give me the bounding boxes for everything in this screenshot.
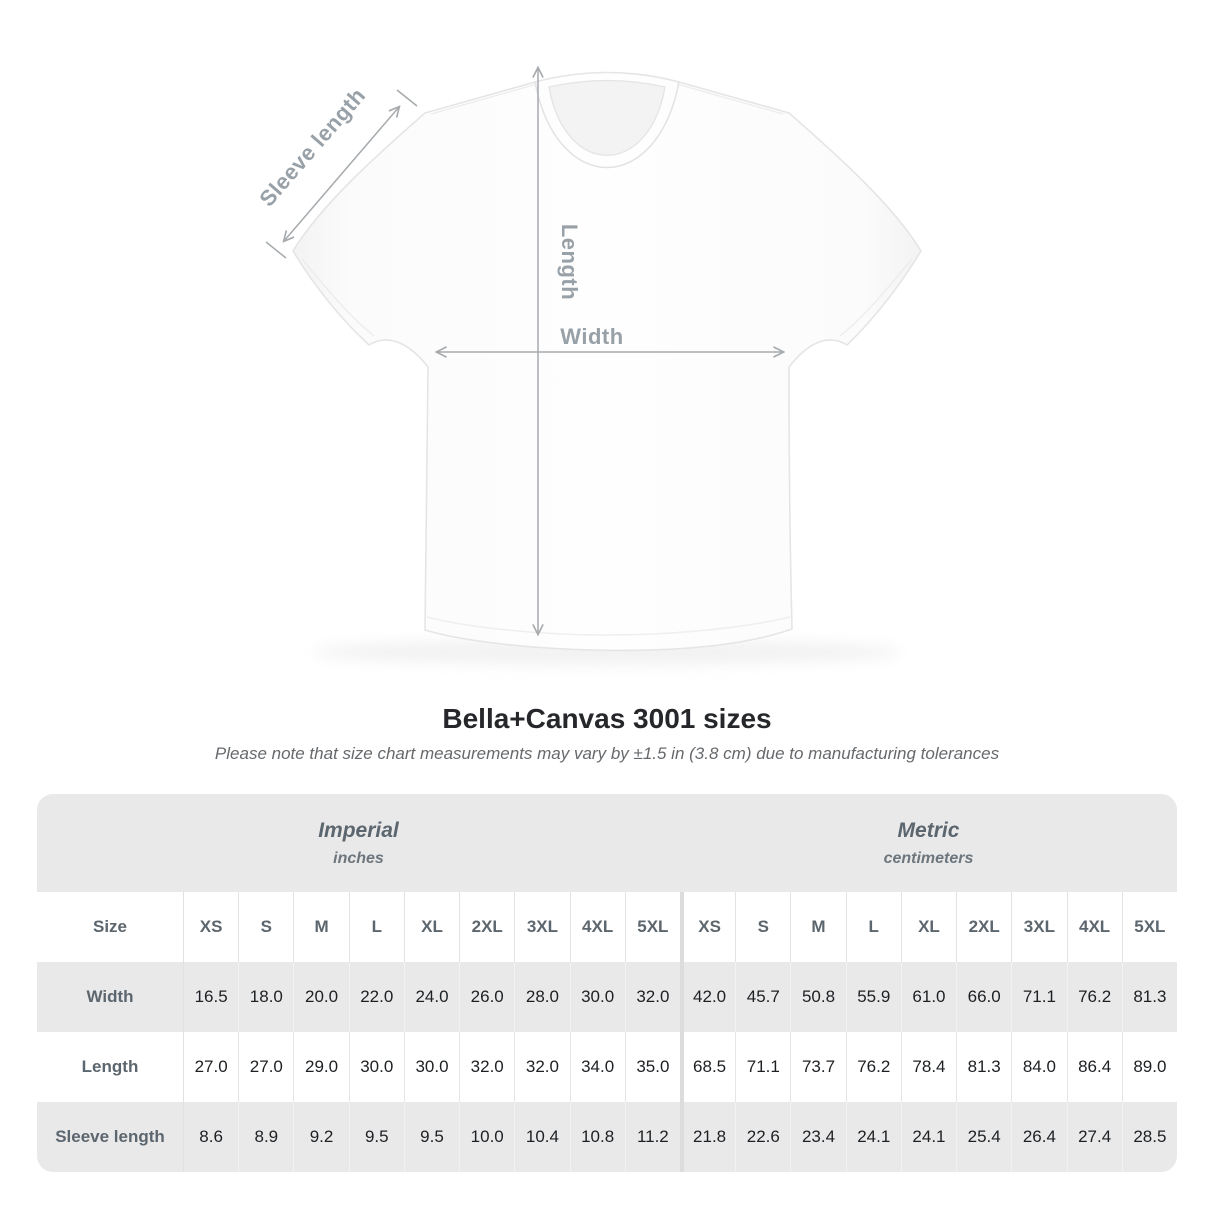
size-header-imperial-2xl: 2XL bbox=[459, 892, 514, 962]
value-cell: 16.5 bbox=[183, 962, 238, 1032]
value-cell: 32.0 bbox=[459, 1032, 514, 1102]
value-cell: 30.0 bbox=[570, 962, 625, 1032]
value-cell: 18.0 bbox=[238, 962, 293, 1032]
value-cell: 84.0 bbox=[1011, 1032, 1066, 1102]
value-cell: 10.4 bbox=[514, 1102, 569, 1172]
value-cell: 27.4 bbox=[1067, 1102, 1122, 1172]
width-label: Width bbox=[560, 324, 624, 349]
value-cell: 81.3 bbox=[1122, 962, 1177, 1032]
size-header-metric-xl: XL bbox=[901, 892, 956, 962]
size-header-imperial-xl: XL bbox=[404, 892, 459, 962]
page-title: Bella+Canvas 3001 sizes bbox=[442, 703, 772, 734]
value-cell: 24.0 bbox=[404, 962, 459, 1032]
value-cell: 89.0 bbox=[1122, 1032, 1177, 1102]
tshirt-silhouette bbox=[293, 73, 921, 651]
length-label: Length bbox=[557, 223, 582, 301]
value-cell: 22.0 bbox=[349, 962, 404, 1032]
units-header-row bbox=[37, 794, 1177, 892]
row-label: Width bbox=[37, 962, 183, 1032]
value-cell: 68.5 bbox=[680, 1032, 735, 1102]
size-table bbox=[37, 794, 1177, 1172]
value-cell: 25.4 bbox=[956, 1102, 1011, 1172]
unit-group-metric bbox=[680, 794, 1177, 892]
value-cell: 78.4 bbox=[901, 1032, 956, 1102]
size-header-metric-m: M bbox=[790, 892, 845, 962]
value-cell: 8.6 bbox=[183, 1102, 238, 1172]
size-header-metric-5xl: 5XL bbox=[1122, 892, 1177, 962]
value-cell: 35.0 bbox=[625, 1032, 680, 1102]
value-cell: 9.2 bbox=[293, 1102, 348, 1172]
size-header-metric-xs: XS bbox=[680, 892, 735, 962]
size-header-row bbox=[37, 892, 1177, 962]
size-header-imperial-l: L bbox=[349, 892, 404, 962]
unit-group-title: Imperial bbox=[318, 818, 399, 842]
value-cell: 73.7 bbox=[790, 1032, 845, 1102]
value-cell: 24.1 bbox=[846, 1102, 901, 1172]
sleeve-length-label: Sleeve length bbox=[254, 82, 371, 212]
value-cell: 86.4 bbox=[1067, 1032, 1122, 1102]
value-cell: 21.8 bbox=[680, 1102, 735, 1172]
value-cell: 55.9 bbox=[846, 962, 901, 1032]
value-cell: 28.5 bbox=[1122, 1102, 1177, 1172]
value-cell: 10.8 bbox=[570, 1102, 625, 1172]
size-header-imperial-s: S bbox=[238, 892, 293, 962]
value-cell: 9.5 bbox=[404, 1102, 459, 1172]
value-cell: 30.0 bbox=[349, 1032, 404, 1102]
unit-group-title: Metric bbox=[897, 818, 960, 842]
size-header-metric-l: L bbox=[846, 892, 901, 962]
value-cell: 81.3 bbox=[956, 1032, 1011, 1102]
size-header-metric-3xl: 3XL bbox=[1011, 892, 1066, 962]
value-cell: 45.7 bbox=[735, 962, 790, 1032]
size-header-imperial-3xl: 3XL bbox=[514, 892, 569, 962]
value-cell: 11.2 bbox=[625, 1102, 680, 1172]
value-cell: 8.9 bbox=[238, 1102, 293, 1172]
measurement-row-0 bbox=[37, 962, 1177, 1032]
value-cell: 20.0 bbox=[293, 962, 348, 1032]
size-header-metric-s: S bbox=[735, 892, 790, 962]
value-cell: 32.0 bbox=[625, 962, 680, 1032]
size-header-metric-4xl: 4XL bbox=[1067, 892, 1122, 962]
row-label: Sleeve length bbox=[37, 1102, 183, 1172]
value-cell: 34.0 bbox=[570, 1032, 625, 1102]
row-label: Length bbox=[37, 1032, 183, 1102]
measurement-row-1 bbox=[37, 1032, 1177, 1102]
unit-group-unit: centimeters bbox=[883, 849, 974, 867]
value-cell: 50.8 bbox=[790, 962, 845, 1032]
value-cell: 23.4 bbox=[790, 1102, 845, 1172]
unit-group-unit: inches bbox=[333, 849, 384, 867]
value-cell: 76.2 bbox=[846, 1032, 901, 1102]
value-cell: 71.1 bbox=[735, 1032, 790, 1102]
value-cell: 10.0 bbox=[459, 1102, 514, 1172]
value-cell: 42.0 bbox=[680, 962, 735, 1032]
size-header-imperial-4xl: 4XL bbox=[570, 892, 625, 962]
size-header-imperial-xs: XS bbox=[183, 892, 238, 962]
value-cell: 28.0 bbox=[514, 962, 569, 1032]
value-cell: 26.0 bbox=[459, 962, 514, 1032]
size-header-imperial-5xl: 5XL bbox=[625, 892, 680, 962]
value-cell: 9.5 bbox=[349, 1102, 404, 1172]
value-cell: 27.0 bbox=[183, 1032, 238, 1102]
measurement-row-2 bbox=[37, 1102, 1177, 1172]
value-cell: 30.0 bbox=[404, 1032, 459, 1102]
page-subtitle: Please note that size chart measurements may vary by ±1.5 in (3.8 cm) due to manufacturing tolerances bbox=[214, 744, 1000, 763]
size-header-imperial-m: M bbox=[293, 892, 348, 962]
value-cell: 32.0 bbox=[514, 1032, 569, 1102]
value-cell: 66.0 bbox=[956, 962, 1011, 1032]
value-cell: 26.4 bbox=[1011, 1102, 1066, 1172]
size-column-label: Size bbox=[37, 892, 183, 962]
unit-group-imperial bbox=[37, 794, 680, 892]
value-cell: 22.6 bbox=[735, 1102, 790, 1172]
value-cell: 76.2 bbox=[1067, 962, 1122, 1032]
value-cell: 71.1 bbox=[1011, 962, 1066, 1032]
value-cell: 27.0 bbox=[238, 1032, 293, 1102]
value-cell: 61.0 bbox=[901, 962, 956, 1032]
size-header-metric-2xl: 2XL bbox=[956, 892, 1011, 962]
value-cell: 29.0 bbox=[293, 1032, 348, 1102]
value-cell: 24.1 bbox=[901, 1102, 956, 1172]
